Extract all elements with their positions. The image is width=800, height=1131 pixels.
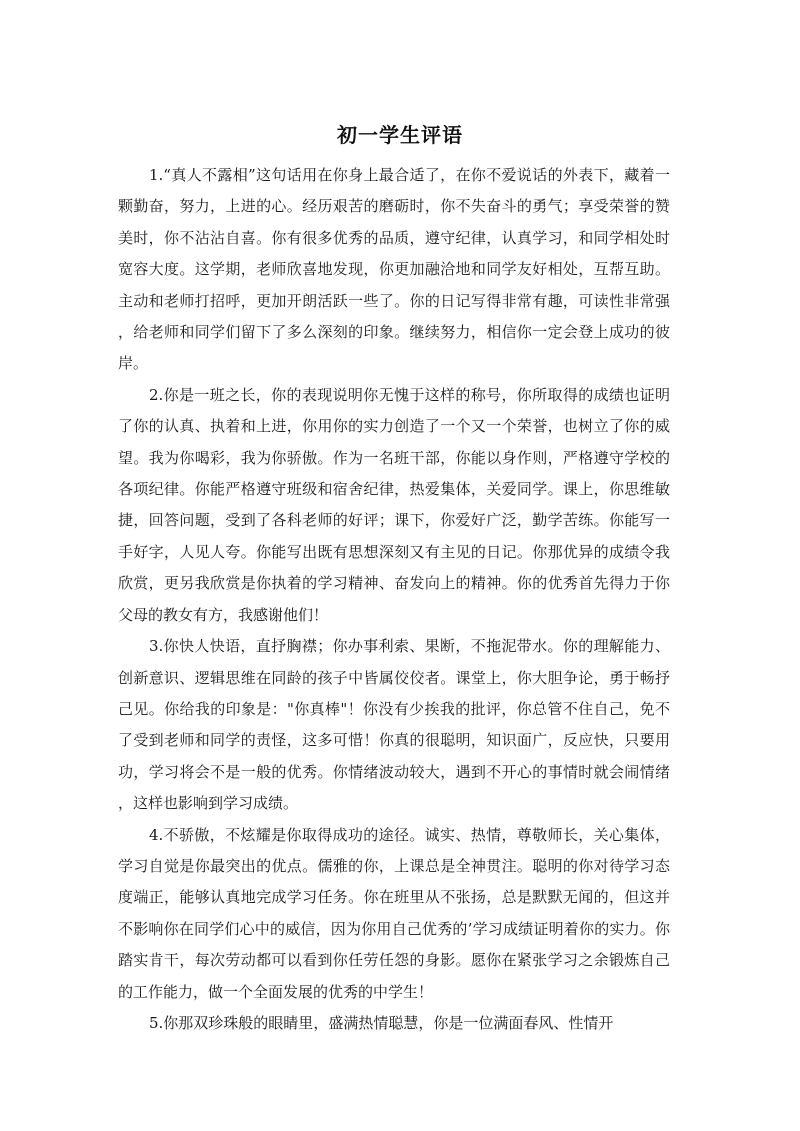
document-title: 初一学生评语 [337,123,463,147]
comment-paragraph-1: 1.“真人不露相”这句话用在你身上最合适了，在你不爱说话的外表下，藏着一颗勤奋，努力，上进的心。经历艰苦的磨砺时，你不失奋斗的勇气；享受荣誉的赞美时，你不沾沾自喜。你有很多优秀的品质，遵守纪律，认真学习，和同学相处时宽容大度。这学期，老师欣喜地发现，你更加融洽地和同学友好相处，互帮互助。主动和老师打招呼，更加开朗活跃一些了。你的日记写得非常有趣，可读性非常强，给老师和同学们留下了多么深刻的印象。继续努力，相信你一定会登上成功的彼岸。 [118,166,670,373]
document-body [118,160,670,1039]
comment-paragraph-4: 4.不骄傲，不炫耀是你取得成功的途径。诚实、热情，尊敬师长，关心集体，学习自觉是你最突出的优点。儒雅的你，上课总是全神贯注。聪明的你对待学习态度端正，能够认真地完成学习任务。你在班里从不张扬，总是默默无闻的，但这并不影响你在同学们心中的威信，因为你用自己优秀的’学习成绩证明着你的实力。你踏实肯干，每次劳动都可以看到你任劳任怨的身影。愿你在紧张学习之余锻炼自己的工作能力，做一个全面发展的优秀的中学生！ [118,825,670,1001]
comment-paragraph-2: 2.你是一班之长，你的表现说明你无愧于这样的称号，你所取得的成绩也证明了你的认真、执着和上进，你用你的实力创造了一个又一个荣誉，也树立了你的威望。我为你喝彩，我为你骄傲。作为一名班干部，你能以身作则，严格遵守学校的各项纪律。你能严格遵守班级和宿舍纪律，热爱集体，关爱同学。课上，你思维敏捷，回答问题，受到了各科老师的好评；课下，你爱好广泛，勤学苦练。你能写一手好字，人见人夸。你能写出既有思想深刻又有主见的日记。你那优异的成绩令我欣赏，更另我欣赏是你执着的学习精神、奋发向上的精神。你的优秀首先得力于你父母的教女有方，我感谢他们！ [118,385,670,624]
comment-paragraph-3: 3.你快人快语，直抒胸襟；你办事利索、果断，不拖泥带水。你的理解能力、创新意识、逻辑思维在同龄的孩子中皆属佼佼者。课堂上，你大胆争论，勇于畅抒己见。你给我的印象是："你真棒"！你没有少挨我的批评，你总管不住自己，免不了受到老师和同学的责怪，这多可惜！你真的很聪明，知识面广，反应快，只要用功，学习将会不是一般的优秀。你情绪波动较大，遇到不开心的事情时就会闹情绪，这样也影响到学习成绩。 [118,637,670,813]
comment-paragraph-5: 5.你那双珍珠般的眼睛里，盛满热情聪慧，你是一位满面春风、性情开 [149,1013,614,1032]
